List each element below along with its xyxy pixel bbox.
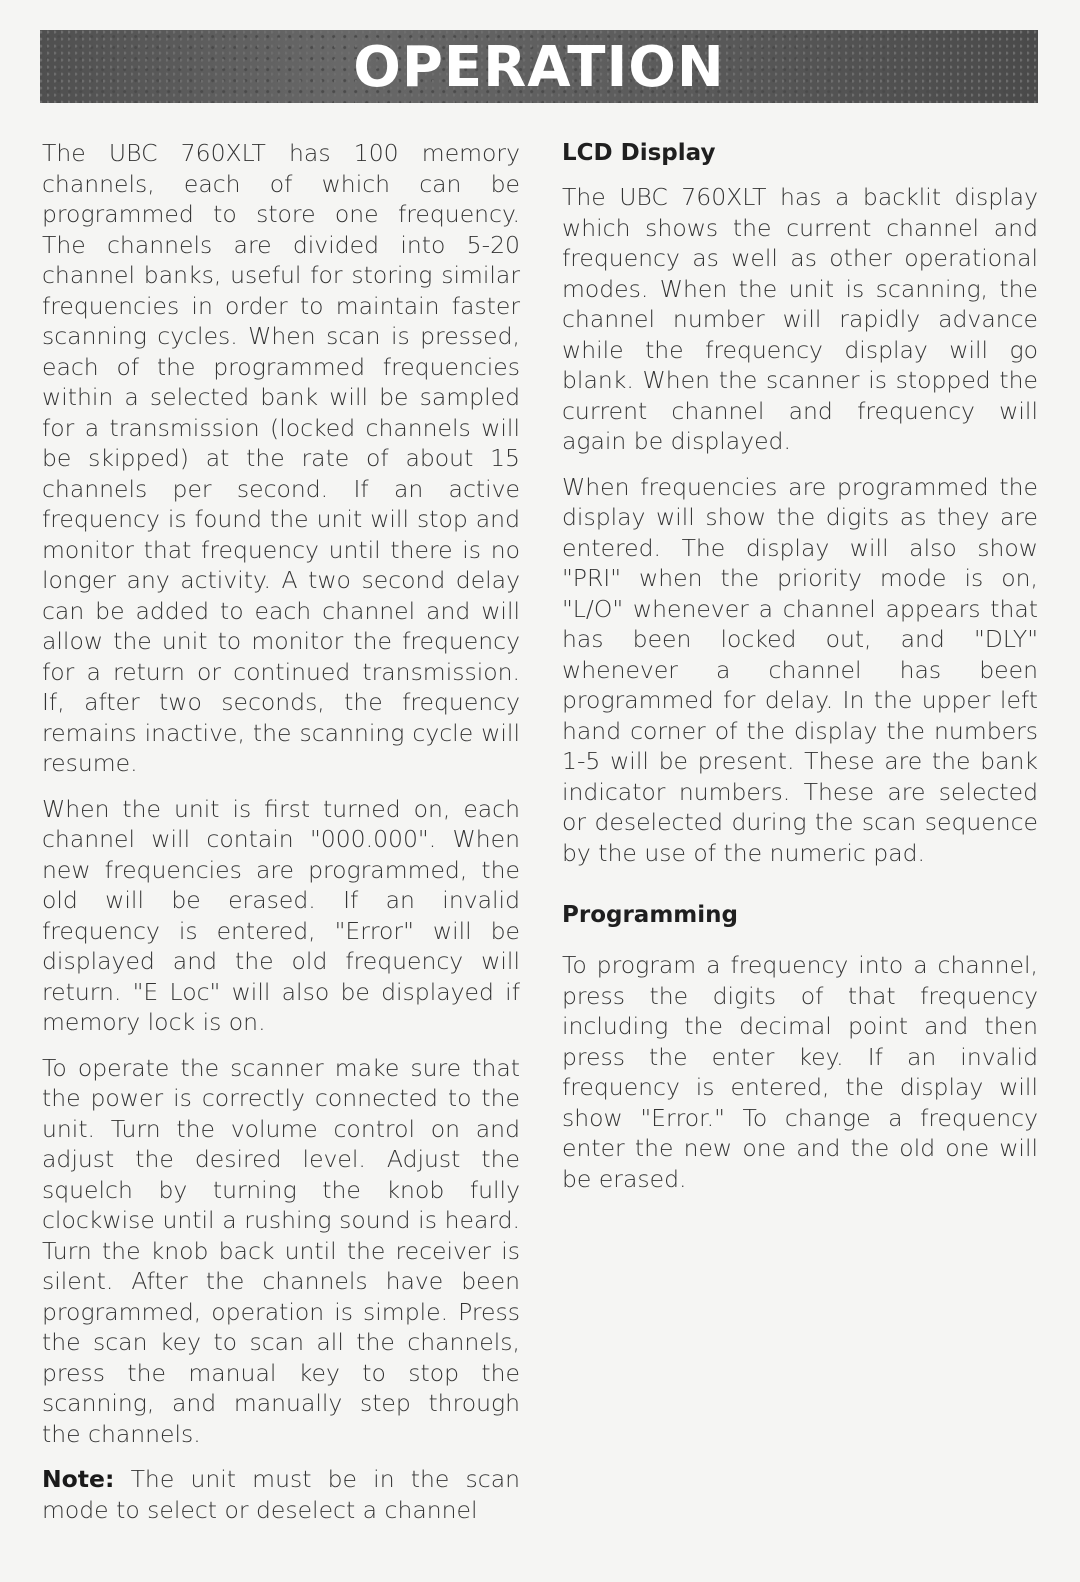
left-column	[42, 138, 520, 1525]
page-title: OPERATION	[353, 34, 725, 100]
lcd-display-heading: LCD Display	[562, 140, 716, 166]
operate-paragraph: To operate the scanner make sure that the power is correctly connected to the unit. Turn the volume control on and adjust the desired level. Adjust the squelch by turning the knob fully clockwise until a rushing sound is heard. Turn the knob back until the receiver is silent. After the channels have been programmed, operation is simple. Press the scan key to scan all the channels, press the manual key to stop the scanning, and manually step through the channels.	[42, 1053, 520, 1448]
lcd-paragraph-2: When frequencies are programmed the display will show the digits as they are entered. The display will also show "PRI" when the priority mode is on, "L/O" whenever a channel appears that has been locked out, and "DLY" whenever a channel has been programmed for delay. In the upper left hand corner of the display the numbers 1-5 will be present. These are the bank indicator numbers. These are selected or deselected during the scan sequence by the use of the numeric pad.	[562, 472, 1038, 867]
right-column	[562, 138, 1038, 1194]
programming-heading: Programming	[562, 902, 738, 928]
note-label: Note:	[42, 1465, 115, 1493]
lcd-paragraph-1: The UBC 760XLT has a backlit display which shows the current channel and frequency as well as other operational modes. When the unit is scanning, the channel number will rapidly advance while the frequency display will go blank. When the scanner is stopped the current channel and frequency will again be displayed.	[562, 183, 1038, 455]
intro-paragraph: The UBC 760XLT has 100 memory channels, each of which can be programmed to store one frequency. The channels are divided into 5-20 channel banks, useful for storing similar frequencies in order to maintain faster scanning cycles. When scan is pressed, each of the programmed frequencies within a selected bank will be sampled for a transmission (locked channels will be skipped) at the rate of about 15 channels per second. If an active frequency is found the unit will stop and monitor that frequency until there is no longer any activity. A two second delay can be added to each channel and will allow the unit to monitor the frequency for a return or continued transmission. If, after two seconds, the frequency remains inactive, the scanning cycle will resume.	[42, 139, 520, 777]
section-title-banner	[40, 30, 1038, 103]
note-text: The unit must be in the scan mode to select or deselect a channel	[42, 1465, 520, 1524]
startup-paragraph: When the unit is first turned on, each channel will contain "000.000". When new frequencies are programmed, the old will be erased. If an invalid frequency is entered, "Error" will be displayed and the old frequency will return. "E Loc" will also be displayed if memory lock is on.	[42, 794, 520, 1036]
programming-paragraph: To program a frequency into a channel, press the digits of that frequency including the decimal point and then press the enter key. If an invalid frequency is entered, the display will show "Error." To change a frequency enter the new one and the old one will be erased.	[562, 951, 1038, 1193]
note-paragraph	[42, 1464, 520, 1525]
